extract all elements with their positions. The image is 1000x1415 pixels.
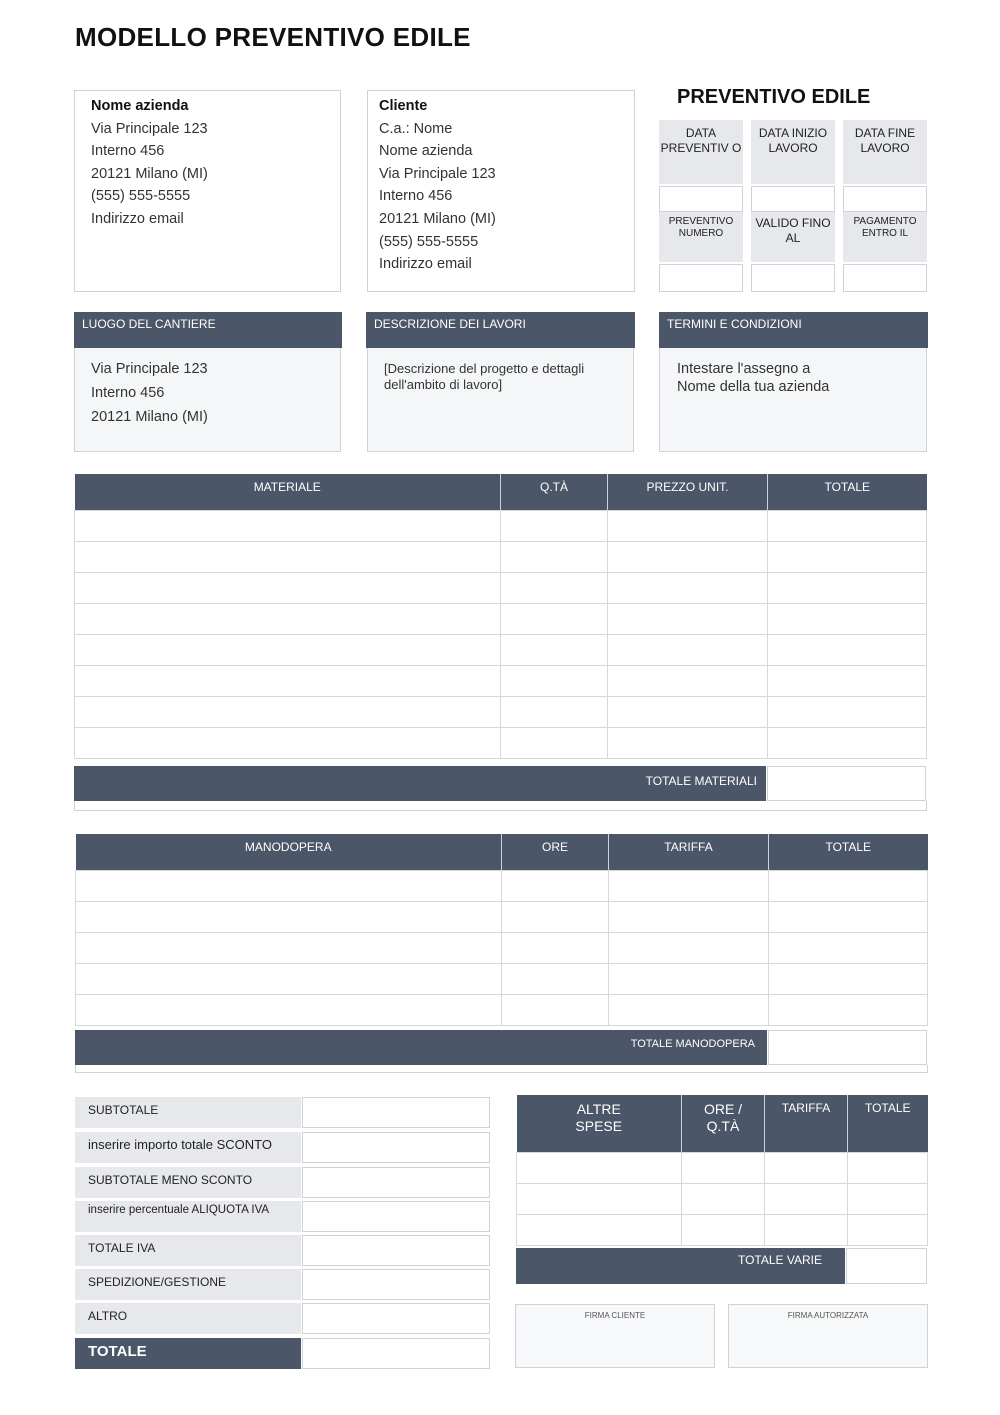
materials-table-cell[interactable] xyxy=(75,510,501,541)
labor-table-cell[interactable] xyxy=(769,870,928,901)
other-expenses-table-row xyxy=(517,1152,928,1183)
summary-label: inserire importo totale SCONTO xyxy=(75,1132,301,1163)
work-description-panel[interactable] xyxy=(367,348,634,452)
materials-table-cell[interactable] xyxy=(608,572,768,603)
materials-table-cell[interactable] xyxy=(768,634,927,665)
labor-table-cell[interactable] xyxy=(76,901,502,932)
labor-table-cell[interactable] xyxy=(502,870,609,901)
other-expenses-table-cell[interactable] xyxy=(682,1183,765,1214)
labor-table-cell[interactable] xyxy=(609,932,769,963)
labor-table-cell[interactable] xyxy=(76,932,502,963)
labor-table-cell[interactable] xyxy=(76,870,502,901)
materials-table-cell[interactable] xyxy=(608,665,768,696)
summary-field[interactable] xyxy=(302,1303,490,1334)
grand-total-field[interactable] xyxy=(302,1338,490,1369)
materials-table-cell[interactable] xyxy=(768,603,927,634)
summary-label: SUBTOTALE MENO SCONTO xyxy=(75,1167,301,1198)
client-heading: Cliente xyxy=(379,98,428,114)
labor-table-cell[interactable] xyxy=(76,994,502,1025)
company-line: Indirizzo email xyxy=(91,210,184,227)
materials-table-cell[interactable] xyxy=(608,696,768,727)
materials-table-cell[interactable] xyxy=(75,727,501,758)
terms-text: Intestare l'assegno a Nome della tua azienda xyxy=(677,361,830,395)
labor-table-cell[interactable] xyxy=(609,901,769,932)
client-line: C.a.: Nome xyxy=(379,120,453,137)
other-expenses-table xyxy=(516,1095,928,1246)
summary-label: SUBTOTALE xyxy=(75,1097,301,1128)
summary-label: SPEDIZIONE/GESTIONE xyxy=(75,1269,301,1300)
materials-table-cell[interactable] xyxy=(608,510,768,541)
labor-table-row xyxy=(76,932,928,963)
labor-table-cell[interactable] xyxy=(609,994,769,1025)
materials-total-field[interactable] xyxy=(767,766,926,801)
materials-table-cell[interactable] xyxy=(768,727,927,758)
materials-col-qty: Q.TÀ xyxy=(501,474,608,510)
labor-total-field[interactable] xyxy=(768,1030,927,1065)
work-description-text: [Descrizione del progetto e dettagli dell'ambito di lavoro] xyxy=(384,361,585,392)
other-expenses-table-cell[interactable] xyxy=(765,1214,848,1245)
labor-table-cell[interactable] xyxy=(769,994,928,1025)
page-title: MODELLO PREVENTIVO EDILE xyxy=(75,22,471,52)
site-line: Interno 456 xyxy=(91,385,165,401)
materials-table-cell[interactable] xyxy=(75,572,501,603)
authorized-signature-label: FIRMA AUTORIZZATA xyxy=(787,1311,869,1320)
materials-table-row xyxy=(75,727,927,758)
other-expenses-table-cell[interactable] xyxy=(765,1183,848,1214)
other-col-expenses: ALTRE SPESE xyxy=(517,1095,682,1152)
materials-table-cell[interactable] xyxy=(501,510,608,541)
other-col-total: TOTALE xyxy=(848,1095,928,1152)
client-address-box xyxy=(367,90,635,292)
labor-table-row xyxy=(76,901,928,932)
materials-table-cell[interactable] xyxy=(608,603,768,634)
materials-table-row xyxy=(75,510,927,541)
quote-title: PREVENTIVO EDILE xyxy=(677,86,871,108)
terms-header: TERMINI E CONDIZIONI xyxy=(659,312,928,348)
work-description-header: DESCRIZIONE DEI LAVORI xyxy=(366,312,635,348)
materials-table-cell[interactable] xyxy=(501,541,608,572)
materials-table-cell[interactable] xyxy=(608,634,768,665)
summary-label: inserire percentuale ALIQUOTA IVA xyxy=(75,1201,301,1232)
payment-due-label: PAGAMENTO ENTRO IL xyxy=(843,212,927,262)
other-expenses-table-cell[interactable] xyxy=(517,1152,682,1183)
summary-field[interactable] xyxy=(302,1097,490,1128)
summary-block xyxy=(75,1097,490,1369)
other-expenses-table-cell[interactable] xyxy=(848,1183,928,1214)
company-line: (555) 555-5555 xyxy=(91,188,191,205)
company-line: 20121 Milano (MI) xyxy=(91,165,208,182)
company-address-box xyxy=(74,90,341,292)
client-line: Interno 456 xyxy=(379,188,453,205)
materials-table-cell[interactable] xyxy=(75,603,501,634)
labor-table-row xyxy=(76,963,928,994)
materials-table-cell[interactable] xyxy=(501,603,608,634)
client-line: Indirizzo email xyxy=(379,256,472,273)
labor-table-cell[interactable] xyxy=(609,870,769,901)
labor-table-cell[interactable] xyxy=(609,963,769,994)
materials-table-row xyxy=(75,634,927,665)
labor-table-cell[interactable] xyxy=(769,932,928,963)
materials-table-row xyxy=(75,603,927,634)
labor-table-cell[interactable] xyxy=(769,963,928,994)
materials-table-cell[interactable] xyxy=(75,541,501,572)
materials-table-row xyxy=(75,665,927,696)
client-line: Nome azienda xyxy=(379,143,473,160)
company-name: Nome azienda xyxy=(91,98,189,114)
client-line: Via Principale 123 xyxy=(379,165,496,182)
materials-footer-strip xyxy=(74,801,927,811)
other-expenses-table-cell[interactable] xyxy=(517,1214,682,1245)
materials-col-material: MATERIALE xyxy=(75,474,501,510)
client-signature-label: FIRMA CLIENTE xyxy=(584,1311,646,1320)
other-expenses-table-cell[interactable] xyxy=(765,1152,848,1183)
payment-due-field[interactable] xyxy=(843,264,927,292)
end-date-field[interactable] xyxy=(843,186,927,212)
quote-number-label: PREVENTIVO NUMERO xyxy=(659,212,743,262)
client-line: (555) 555-5555 xyxy=(379,233,479,250)
labor-total-label: TOTALE MANODOPERA xyxy=(75,1030,767,1065)
other-total-field[interactable] xyxy=(846,1248,927,1284)
other-expenses-table-row xyxy=(517,1183,928,1214)
company-line: Via Principale 123 xyxy=(91,120,208,137)
labor-table-row xyxy=(76,870,928,901)
site-panel xyxy=(74,348,341,452)
materials-table-cell[interactable] xyxy=(501,727,608,758)
materials-col-total: TOTALE xyxy=(768,474,927,510)
site-header: LUOGO DEL CANTIERE xyxy=(74,312,342,348)
quote-date-label: DATA PREVENTIV O xyxy=(659,120,743,184)
materials-table-row xyxy=(75,696,927,727)
summary-field[interactable] xyxy=(302,1269,490,1300)
materials-table-cell[interactable] xyxy=(501,572,608,603)
client-line: 20121 Milano (MI) xyxy=(379,210,496,227)
materials-table-cell[interactable] xyxy=(75,665,501,696)
summary-field[interactable] xyxy=(302,1167,490,1198)
start-date-label: DATA INIZIO LAVORO xyxy=(751,120,835,184)
materials-table-cell[interactable] xyxy=(608,727,768,758)
materials-table-cell[interactable] xyxy=(75,696,501,727)
labor-col-hours: ORE xyxy=(502,834,609,870)
labor-table-cell[interactable] xyxy=(502,963,609,994)
other-expenses-table-cell[interactable] xyxy=(682,1152,765,1183)
labor-table-cell[interactable] xyxy=(502,932,609,963)
other-col-rate: TARIFFA xyxy=(765,1095,848,1152)
materials-table-row xyxy=(75,572,927,603)
other-expenses-table-row xyxy=(517,1214,928,1245)
materials-total-label: TOTALE MATERIALI xyxy=(74,766,766,801)
materials-table-cell[interactable] xyxy=(501,665,608,696)
materials-table xyxy=(74,474,927,759)
end-date-label: DATA FINE LAVORO xyxy=(843,120,927,184)
site-line: 20121 Milano (MI) xyxy=(91,409,208,425)
summary-field[interactable] xyxy=(302,1235,490,1266)
labor-table-cell[interactable] xyxy=(502,994,609,1025)
materials-table-cell[interactable] xyxy=(768,541,927,572)
summary-field[interactable] xyxy=(302,1132,490,1163)
quote-date-field[interactable] xyxy=(659,186,743,212)
other-expenses-table-cell[interactable] xyxy=(682,1214,765,1245)
client-signature-box[interactable] xyxy=(515,1304,715,1368)
labor-table-cell[interactable] xyxy=(76,963,502,994)
labor-col-total: TOTALE xyxy=(769,834,928,870)
materials-table-cell[interactable] xyxy=(501,696,608,727)
materials-col-unit-price: PREZZO UNIT. xyxy=(608,474,768,510)
labor-table-row xyxy=(76,994,928,1025)
other-col-qty: ORE / Q.TÀ xyxy=(682,1095,765,1152)
labor-table-cell[interactable] xyxy=(502,901,609,932)
other-expenses-table-cell[interactable] xyxy=(848,1152,928,1183)
site-line: Via Principale 123 xyxy=(91,361,208,377)
labor-col-rate: TARIFFA xyxy=(609,834,769,870)
materials-table-cell[interactable] xyxy=(608,541,768,572)
other-expenses-table-cell[interactable] xyxy=(848,1214,928,1245)
materials-table-cell[interactable] xyxy=(75,634,501,665)
quote-number-field[interactable] xyxy=(659,264,743,292)
other-total-label: TOTALE VARIE xyxy=(516,1248,845,1284)
terms-panel xyxy=(659,348,927,452)
summary-label: TOTALE IVA xyxy=(75,1235,301,1266)
other-expenses-table-cell[interactable] xyxy=(517,1183,682,1214)
summary-field[interactable] xyxy=(302,1201,490,1232)
labor-table-cell[interactable] xyxy=(769,901,928,932)
start-date-field[interactable] xyxy=(751,186,835,212)
summary-label: ALTRO xyxy=(75,1303,301,1334)
company-line: Interno 456 xyxy=(91,143,165,160)
authorized-signature-box[interactable] xyxy=(728,1304,928,1368)
labor-table xyxy=(75,834,928,1026)
grand-total-label: TOTALE xyxy=(75,1338,301,1369)
materials-table-cell[interactable] xyxy=(501,634,608,665)
materials-table-cell[interactable] xyxy=(768,696,927,727)
labor-footer-strip xyxy=(75,1065,928,1073)
materials-table-row xyxy=(75,541,927,572)
materials-table-cell[interactable] xyxy=(768,572,927,603)
materials-table-cell[interactable] xyxy=(768,510,927,541)
valid-until-label: VALIDO FINO AL xyxy=(751,212,835,262)
materials-table-cell[interactable] xyxy=(768,665,927,696)
labor-col-labor: MANODOPERA xyxy=(76,834,502,870)
valid-until-field[interactable] xyxy=(751,264,835,292)
